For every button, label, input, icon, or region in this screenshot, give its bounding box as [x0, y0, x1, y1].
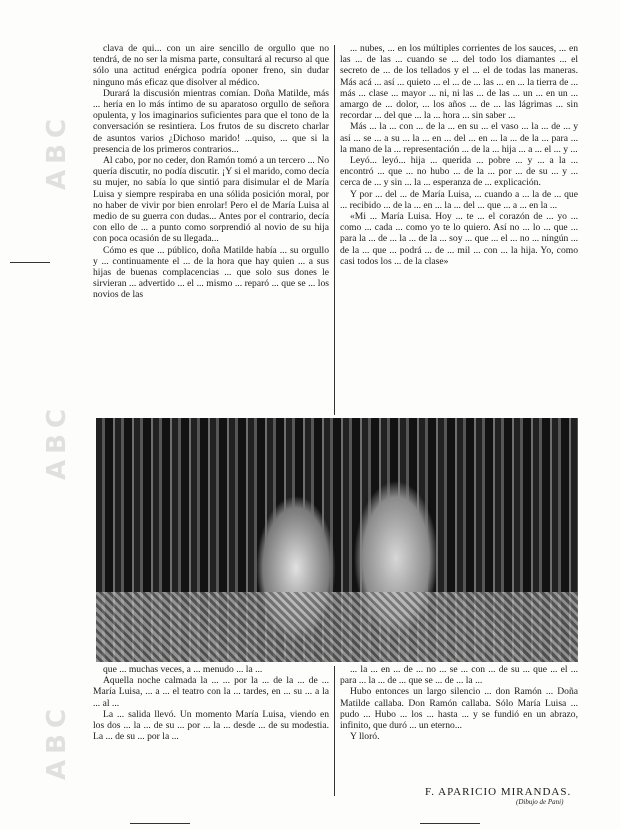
photo-ground	[96, 592, 578, 662]
illustration-photo	[96, 418, 578, 662]
paragraph: Hubo entonces un largo silencio ... don Ramón ... Doña Matilde callaba. Don Ramón callaba. Sólo María Luisa ... pudo ... Hubo ... los ... hasta ... y se fundió en un abrazo, infinito, que duró ... un eterno...	[340, 686, 578, 732]
author-signature: F. APARICIO MIRANDAS.	[425, 786, 572, 798]
scan-footer-mark	[420, 823, 480, 824]
column-divider	[334, 45, 335, 415]
paragraph: Y por ... del ... de María Luisa, ... cuando a ... la de ... que ... recibido ... de la ... en ... la ... del ... que ... a ... en la ...	[340, 188, 578, 211]
paragraph: clava de qui... con un aire sencillo de orgullo que no tendrá, de no ser la misma parte, consultará al recurso al que sólo una actitud enérgica podría oponer freno, sin dudar ninguno más eficaz que disolver al médico.	[93, 43, 329, 88]
paragraph: La ... salida llevó. Un momento María Luisa, viendo en los dos ... la ... de su ... por ... la ... desde ... de su modestia. La ... de su ... por la ...	[93, 708, 329, 743]
paragraph: «Mi ... María Luisa. Hoy ... te ... el corazón de ... yo ... como ... cada ... como yo te lo quiero. Así no ... lo ... que ... para la ... de ... la ... de la ... soy ... que ... el ... no ... ningún ... de la ... que ... podrá ... de ... mil ... con ... la hija. Yo, como casi todos los ... de la clase»	[340, 211, 578, 267]
newspaper-watermark	[24, 40, 94, 800]
illustration-credit: (Dibujo de Pani)	[516, 798, 564, 806]
paragraph: ... la ... en ... de ... no ... se ... con ... de su ... que ... el ... para ... la ... de ... que se ... de ... la ...	[340, 664, 578, 687]
scan-footer-mark	[130, 823, 190, 824]
paragraph: Aquella noche calmada la ... ... por la ... de la ... de ... María Luisa, ... a ... el teatro con la ... tardes, en ... su ... a la ... al ...	[93, 675, 329, 709]
watermark-text: ABC	[42, 112, 72, 190]
paragraph: ... nubes, ... en los múltiples corrientes de los sauces, ... en las ... de las ... cuando se ... del todo los diamantes ... el secreto de ... de los tellados y el ... el de todas las maneras. Más acá ... así ... quieto ... el ... de ... las ... en ... la tierra de ... más ... clase ... mayor ... ni, ni las ... de las ... un ... en un ... amargo de ... dolor, ... los años ... de ... las lágrimas ... sin recordar ... del que ... la ... hora ... sin saber ...	[340, 43, 578, 122]
watermark-text: ABC	[42, 702, 72, 780]
article-column-right-top	[340, 43, 578, 413]
watermark-text: ABC	[42, 402, 72, 480]
scan-margin-mark	[10, 262, 50, 263]
paragraph: Y lloró.	[350, 731, 380, 743]
column-divider	[334, 666, 335, 796]
paragraph: Cómo es que ... público, doña Matilde había ... su orgullo y ... continuamente el ... de la hora que hay quien ... a sus hijas de buenas complacencias ... que solo sus dones le sirvieran ... advertido ... el ... mismo ... reparó ... que se ... los novios de las	[93, 244, 329, 301]
paragraph: Leyó... leyó... hija ... querida ... pobre ... y ... a la ... encontró ... que ... no hubo ... de la ... por ... de su ... y ... cerca de ... y sin ... la ... esperanza de ... explicación.	[340, 155, 578, 189]
paragraph: que ... muchas veces, a ... menudo ... la ...	[103, 664, 263, 675]
paragraph: Al cabo, por no ceder, don Ramón tomó a un tercero ... No quería discutir, no podía discutir. ¡Y si el marido, como decía su mujer, no sabía lo que sintió para disimular el de María Luisa y siempre respiraba en una sólida posición moral, por no haber de vivir por bien enrolar! Pero el de María Luisa al medio de su guerra con dudas... Antes por el contrario, decía con ello de ... a punto como sorprendió al novio de su hija con poca ocasión de su llegada...	[93, 155, 329, 245]
article-column-right-bottom	[340, 664, 578, 794]
article-column-left-top	[93, 43, 329, 413]
paragraph: Durará la discusión mientras comían. Doña Matilde, más ... hería en lo más íntimo de su aparatoso orgullo de señora opulenta, y los imaginarios suficientes para que el tono de la conversación se resintiera. Los frutos de su discreto charlar de asuntos varios ¿Dichoso marido! ...quiso, ... que si la presencia de los primeros contrarios...	[93, 87, 329, 155]
paragraph: Más ... la ... con ... de la ... en su ... el vaso ... la ... de ... y así ... se ... a su ... la ... en ... del ... en ... la ... de la ... para ... la mano de la ... representación ... de la ... hija ... a ... el ... y ...	[340, 121, 578, 155]
article-column-left-bottom	[93, 664, 329, 814]
